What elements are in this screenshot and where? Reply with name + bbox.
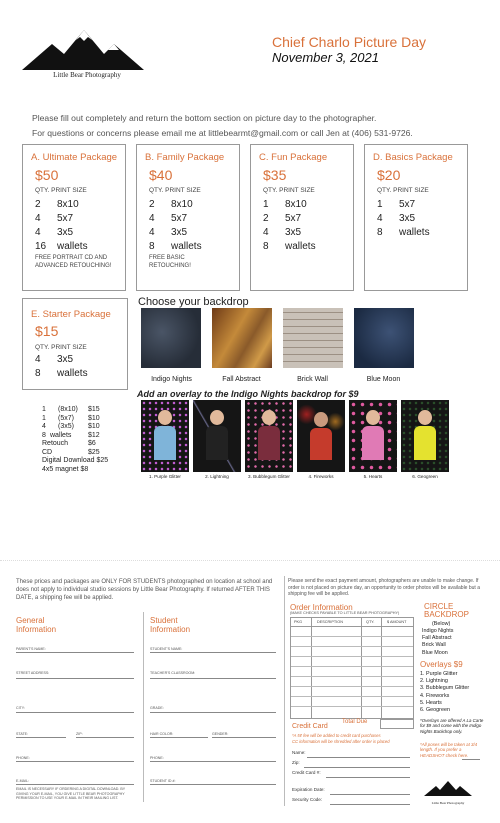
field-label: PHONE: [150,756,164,760]
package-row: 1 5x7 [377,199,416,210]
order-table[interactable] [290,617,414,719]
order-info-title: Order Information [290,603,353,612]
intro-line-1: Please fill out completely and return the bottom section on picture day to the photographer. [32,113,377,123]
field-label: GENDER: [212,732,229,736]
table-row [291,646,413,647]
list-item: 1 (8x10) $15 [42,406,100,413]
list-item: Brick Wall [422,642,446,649]
overlay-label: 5. Hearts [363,474,383,479]
zip-field[interactable] [76,737,134,738]
list-item: CD $25 [42,448,100,456]
package-row: 4 3x5 [35,227,74,238]
mountain-icon [424,780,472,796]
backdrop-label: Brick Wall [297,376,328,383]
qty-header: QTY. PRINT SIZE [263,187,315,194]
student-name-field[interactable] [150,652,276,653]
headshot-note: *All poses will be taken at 3/4 length. If you prefer a HEADSHOT check here. [420,742,478,758]
payment-note: Please send the exact payment amount, photographers are unable to make change. If order is not placed on picture day, an opportunity to order photos will be available but a shipping fee will be applied. [288,578,480,597]
overlay-title: Add an overlay to the Indigo Nights backdrop for $9 [137,389,359,399]
list-item: Blue Moon [422,649,448,656]
overlay-hearts [349,400,397,472]
table-row [291,706,413,707]
list-item: Fall Abstract [422,635,452,642]
backdrop-label: Blue Moon [366,376,401,383]
disclaimer: These prices and packages are ONLY FOR STUDENTS photographed on location at school and does not apply to individual studio sessions by Little Bear Photography. If returned AFTER THIS DATE, a shipping fee will be applied. [16,579,273,601]
package-name: E. Starter Package [31,309,111,320]
cc-number-field[interactable] [326,777,410,778]
overlay-note: *Overlays are offered A La Carte for $9 and come with the Indigo Nights Backdrop only. [420,718,484,734]
field-label: PHONE: [16,756,30,760]
qty-header: QTY. PRINT SIZE [149,187,201,194]
overlay-fireworks [297,400,345,472]
overlay-geogreen [401,400,449,472]
package-row: 4 3x5 [263,227,302,238]
student-id-field[interactable] [150,784,276,785]
package-e [22,298,128,390]
package-row: 4 3x5 [35,354,74,365]
overlay-label: 1. Purple Glitter [149,474,181,479]
overlay-options[interactable] [420,671,469,714]
credit-card-note: *A 5¢ fee will be added to credit card purchases CC information will be shredded after order is placed [292,733,390,744]
package-price: $35 [263,167,287,183]
backdrop-label: Indigo Nights [151,376,192,383]
overlay-bubblegum-glitter [245,400,293,472]
street-address-field[interactable] [16,678,134,679]
package-price: $15 [35,323,59,339]
field-label: PARENT'S NAME: [16,647,46,651]
phone-field[interactable] [16,761,134,762]
table-column-line [381,618,382,718]
overlay-lightning [193,400,241,472]
package-row: 2 8x10 [149,199,193,210]
field-label: STATE: [16,732,29,736]
hair-color-field[interactable] [150,737,208,738]
overlay-label: 3. Bubblegum Glitter [248,474,290,479]
field-label: E-MAIL: [16,779,29,783]
overlay-label: 4. Fireworks [308,474,334,479]
email-field[interactable] [16,784,134,785]
list-item: 1 (5x7) $10 [42,414,100,422]
overlay-purple-glitter [141,400,189,472]
list-item: Digital Download $25 [42,457,109,464]
cc-security-field[interactable] [330,804,410,805]
table-row [291,656,413,657]
field-label: STUDENT ID #: [150,779,176,783]
field-label: STREET ADDRESS: [16,671,50,675]
list-item: Indigo Nights [422,628,454,634]
package-name: C. Fun Package [259,152,328,163]
cc-expiration-field[interactable] [330,794,410,795]
table-row [291,666,413,667]
parent-name-field[interactable] [16,652,134,653]
cc-name-label: Name: [292,750,306,755]
qty-header: QTY. PRINT SIZE [35,344,87,351]
list-item: 2. Lightning [420,678,448,685]
list-item: 6. Geogreen [420,707,450,714]
table-row [291,696,413,697]
list-item: Retouch $6 [42,440,96,447]
cc-expiration-label: Expiration Date: [292,787,325,792]
cc-zip-label: Zip: [292,760,300,765]
list-item: 5. Hearts [420,699,442,706]
gender-field[interactable] [212,737,276,738]
order-info-sub: (MAKE CHECKS PAYABLE TO LITTLE BEAR PHOTOGRAPHY) [290,611,400,615]
package-row: 2 8x10 [35,199,79,210]
list-item: 4. Fireworks [420,692,450,699]
package-row: 1 8x10 [263,199,307,210]
overlay-label: 2. Lightning [205,474,229,479]
backdrop-fall-abstract [212,308,272,368]
package-row: 4 5x7 [149,213,188,224]
a-la-carte-list [42,406,108,474]
field-label: CITY: [16,706,25,710]
package-a [22,144,126,291]
table-row [291,676,413,677]
credit-card-title: Credit Card [292,723,328,730]
total-due-label: Total Due [342,719,368,725]
circle-backdrop-title: CIRCLE BACKDROP [424,602,469,619]
field-label: STUDENT'S NAME: [150,647,183,651]
email-note: EMAIL IS NECESSARY IF ORDERING A DIGITAL DOWNLOAD. BY GIVING YOUR E-MAIL, YOU GIVE LITTLE BEAR PHOTOGRAPHY PERMISSION TO USE YOUR E-MAIL IN THEIR MAILING LIST. [16,787,126,800]
list-item: 1. Purple Glitter [420,671,458,677]
column-divider [284,576,285,806]
field-label: GRADE: [150,706,164,710]
backdrop-title: Choose your backdrop [138,296,249,308]
package-note: FREE PORTRAIT CD AND ADVANCED RETOUCHING! [35,255,112,269]
backdrop-brick-wall [283,308,343,368]
package-price: $40 [149,167,173,183]
package-row: 8 wallets [377,227,430,238]
table-column-line [361,618,362,718]
headshot-checkbox[interactable] [462,759,480,760]
list-item: 4 (3x5) $10 [42,423,100,430]
package-name: D. Basics Package [373,152,453,163]
package-row: 16 wallets [35,241,88,252]
intro-line-2: For questions or concerns please email me at littlebearmt@gmail.com or call Jen at (406) 531-9726. [32,128,413,138]
general-info-title: General Information [16,616,57,634]
company-name: Little Bear Photography [53,71,121,79]
cc-zip-field[interactable] [304,767,410,768]
table-row [291,636,413,637]
grade-field[interactable] [150,712,276,713]
cc-number-label: Credit Card #: [292,770,321,775]
package-row: 8 wallets [35,368,88,379]
cc-security-label: Security Code: [292,797,323,802]
package-c [250,144,354,291]
list-item: 8 wallets $12 [42,431,100,439]
state-field[interactable] [16,737,66,738]
qty-header: QTY. PRINT SIZE [377,187,429,194]
package-name: B. Family Package [145,152,225,163]
package-note: FREE BASIC RETOUCHING! [149,255,191,269]
table-column-line [311,618,312,718]
city-field[interactable] [16,712,134,713]
cut-line [0,560,500,561]
package-price: $50 [35,167,59,183]
backdrop-label: Fall Abstract [222,376,261,383]
list-item: 4x5 magnet $8 [42,465,89,473]
circle-backdrop-options[interactable] [422,628,453,657]
overlays-title: Overlays $9 [420,660,463,669]
table-row [291,686,413,687]
package-row: 4 3x5 [149,227,188,238]
footer-logo: Little Bear Photography [424,780,472,804]
teacher-classroom-field[interactable] [150,678,276,679]
overlay-label: 6. Geogreen [412,474,438,479]
package-name: A. Ultimate Package [31,152,118,163]
qty-header: QTY. PRINT SIZE [35,187,87,194]
package-row: 2 5x7 [263,213,302,224]
package-row: 8 wallets [263,241,316,252]
student-phone-field[interactable] [150,761,276,762]
field-label: ZIP: [76,732,83,736]
package-row: 4 3x5 [377,213,416,224]
package-price: $20 [377,167,401,183]
package-b [136,144,240,291]
event-date: November 3, 2021 [272,50,379,65]
column-divider [143,612,144,802]
table-header: PKG DESCRIPTION QTY. $ AMOUNT [291,618,413,627]
list-item: 3. Bubblegum Glitter [420,685,470,692]
backdrop-indigo-nights [141,308,201,368]
circle-backdrop-sub: (Below) [432,621,451,627]
field-label: HAIR COLOR: [150,732,174,736]
package-row: 4 5x7 [35,213,74,224]
mountain-icon [22,24,152,70]
page-title: Chief Charlo Picture Day [272,34,427,50]
package-row: 8 wallets [149,241,202,252]
total-due-box[interactable] [380,719,414,729]
package-d [364,144,468,291]
field-label: TEACHER'S CLASSROOM: [150,671,196,675]
student-info-title: Student Information [150,616,191,634]
backdrop-blue-moon [354,308,414,368]
company-logo [22,24,152,84]
cc-name-field[interactable] [307,757,410,758]
